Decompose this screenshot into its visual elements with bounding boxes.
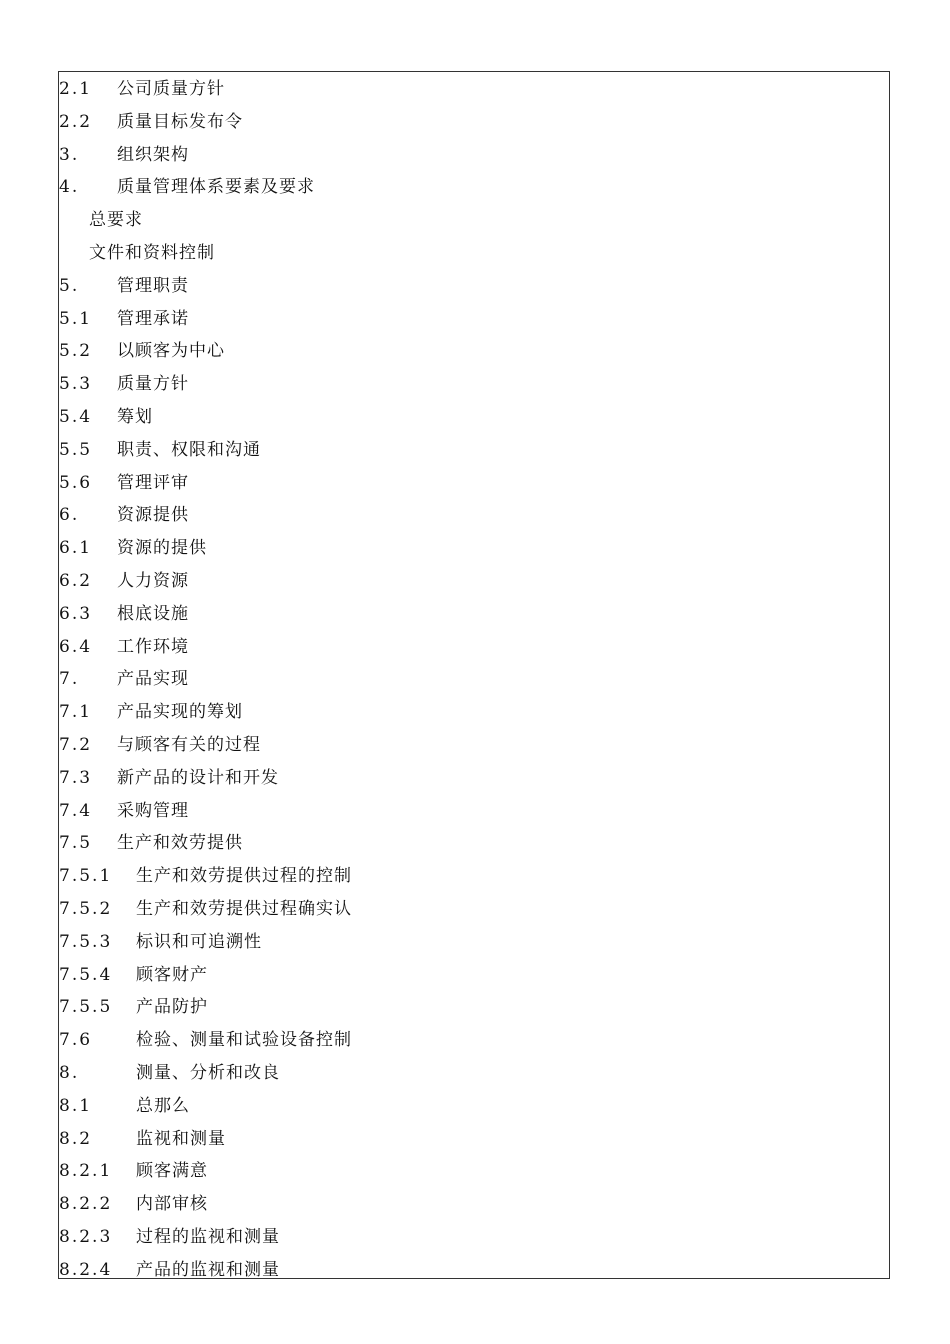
toc-entry-number: 6. [59,505,80,526]
toc-entry-title: 总那么 [136,1095,190,1116]
toc-entry-title: 根底设施 [117,603,189,624]
toc-entry-title: 产品防护 [136,997,208,1018]
toc-entry-number: 7.4 [59,800,93,821]
toc-entry-title: 以顾客为中心 [117,341,225,362]
toc-entry-number: 7. [59,669,80,690]
toc-entry-number: 7.5.4 [59,964,113,985]
toc-entry-title: 公司质量方针 [117,79,225,99]
toc-frame [58,71,890,1279]
toc-entry-number: 5.5 [59,439,93,460]
toc-entry-title: 新产品的设计和开发 [117,767,279,788]
toc-entry-title: 职责、权限和沟通 [117,439,261,460]
toc-entry-number: 8.2.2 [59,1194,113,1215]
toc-entry-title: 筹划 [117,407,153,427]
toc-entry-number: 7.5 [59,833,93,854]
toc-entry-title: 质量管理体系要素及要求 [117,177,315,198]
toc-entry-number: 5.4 [59,407,93,427]
toc-entry-title: 资源的提供 [117,538,207,559]
toc-entry-number: 7.5.5 [59,997,113,1018]
toc-entry-title: 文件和资料控制 [89,243,215,263]
toc-entry-number: 7.5.3 [59,931,113,952]
toc-entry-number: 8. [59,1063,80,1083]
toc-entry-title: 质量目标发布令 [117,111,243,132]
toc-entry-number: 5.6 [59,472,93,493]
toc-entry-title: 顾客财产 [136,964,208,985]
toc-entry-title: 监视和测量 [136,1128,226,1149]
toc-entry-number: 7.6 [59,1030,93,1051]
toc-entry-number: 8.2.1 [59,1161,113,1182]
toc-entry-title: 测量、分析和改良 [136,1063,280,1083]
toc-entry-number: 8.2 [59,1128,93,1149]
toc-entry-number: 5.1 [59,308,93,329]
toc-entry-number: 5.2 [59,341,93,362]
toc-entry-number: 8.1 [59,1095,93,1116]
toc-entry-title: 管理评审 [117,472,189,493]
toc-entry-title: 过程的监视和测量 [136,1227,280,1247]
toc-entry-number: 2.2 [59,111,93,132]
toc-entry-title: 产品实现 [117,669,189,690]
toc-entry-number: 7.5.1 [59,866,113,887]
toc-entry-number: 7.1 [59,702,93,723]
toc-entry-title: 产品实现的筹划 [117,702,243,723]
toc-entry-number: 5.3 [59,374,93,395]
toc-entry-number: 6.2 [59,571,93,591]
toc-entry-number: 6.3 [59,603,93,624]
toc-entry-number: 7.3 [59,767,93,788]
toc-entry-number: 6.4 [59,636,93,657]
toc-entry-title: 内部审核 [136,1194,208,1215]
toc-entry-number: 8.2.4 [59,1259,113,1280]
toc-entry-title: 工作环境 [117,636,189,657]
toc-entry-number: 6.1 [59,538,93,559]
toc-entry-number: 2.1 [59,79,93,99]
toc-entry-number: 7.2 [59,735,93,755]
toc-entry-title: 组织架构 [117,144,189,165]
toc-entry-number: 8.2.3 [59,1227,113,1247]
toc-entry-title: 资源提供 [117,505,189,526]
toc-entry-title: 人力资源 [117,571,189,591]
toc-entry-title: 顾客满意 [136,1161,208,1182]
toc-entry-title: 产品的监视和测量 [136,1259,280,1280]
toc-entry-title: 管理职责 [117,275,189,296]
toc-entry-title: 总要求 [89,210,143,231]
toc-entry-title: 生产和效劳提供过程确实认 [136,899,352,919]
toc-entry-number: 7.5.2 [59,899,113,919]
toc-entry-title: 采购管理 [117,800,189,821]
toc-entry-number: 5. [59,275,80,296]
toc-entry-title: 管理承诺 [117,308,189,329]
toc-entry-title: 生产和效劳提供过程的控制 [136,866,352,887]
toc-entry-title: 质量方针 [117,374,189,395]
toc-entry-title: 标识和可追溯性 [136,931,262,952]
toc-entry-title: 与顾客有关的过程 [117,735,261,755]
toc-entry-number: 4. [59,177,80,198]
toc-entry-title: 检验、测量和试验设备控制 [136,1030,352,1051]
toc-entry-title: 生产和效劳提供 [117,833,243,854]
toc-entry-number: 3. [59,144,80,165]
